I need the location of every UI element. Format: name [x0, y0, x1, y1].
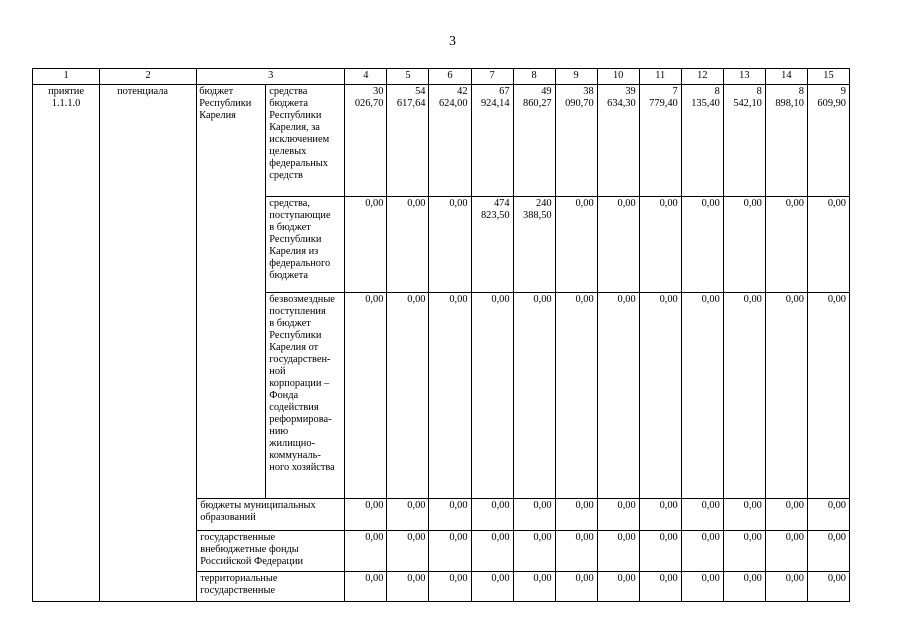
- value-cell: 8 542,10: [723, 85, 765, 197]
- value-cell: 0,00: [639, 572, 681, 602]
- value-cell: 0,00: [429, 197, 471, 293]
- value-cell: 38 090,70: [555, 85, 597, 197]
- header-cell: 9: [555, 69, 597, 85]
- value-cell: 0,00: [429, 499, 471, 531]
- value-cell: 8 135,40: [681, 85, 723, 197]
- value-cell: 0,00: [555, 293, 597, 499]
- funding-source-cell: государственные внебюджетные фонды Российской Федерации: [197, 531, 345, 572]
- value-cell: 0,00: [387, 572, 429, 602]
- value-cell: 0,00: [807, 197, 849, 293]
- value-cell: 9 609,90: [807, 85, 849, 197]
- header-cell: 13: [723, 69, 765, 85]
- header-cell: 2: [100, 69, 197, 85]
- value-cell: 0,00: [639, 499, 681, 531]
- value-cell: 0,00: [681, 293, 723, 499]
- header-cell: 6: [429, 69, 471, 85]
- page-number: 3: [449, 34, 456, 49]
- value-cell: 0,00: [639, 293, 681, 499]
- value-cell: 0,00: [387, 293, 429, 499]
- header-cell: 12: [681, 69, 723, 85]
- header-cell: 5: [387, 69, 429, 85]
- funding-source-cell: средства бюджета Республики Карелия, за исключением целевых федеральных средств: [266, 85, 345, 197]
- value-cell: 0,00: [681, 531, 723, 572]
- header-cell: 8: [513, 69, 555, 85]
- value-cell: 30 026,70: [345, 85, 387, 197]
- value-cell: 0,00: [345, 499, 387, 531]
- value-cell: 0,00: [387, 499, 429, 531]
- funding-source-cell: территориальные государственные: [197, 572, 345, 602]
- header-cell: 4: [345, 69, 387, 85]
- value-cell: 0,00: [597, 531, 639, 572]
- value-cell: 0,00: [597, 572, 639, 602]
- value-cell: 0,00: [387, 531, 429, 572]
- value-cell: 0,00: [429, 293, 471, 499]
- value-cell: 0,00: [681, 572, 723, 602]
- header-cell: 3: [197, 69, 345, 85]
- value-cell: 0,00: [345, 572, 387, 602]
- header-cell: 15: [807, 69, 849, 85]
- value-cell: 0,00: [471, 531, 513, 572]
- value-cell: 0,00: [387, 197, 429, 293]
- value-cell: 0,00: [555, 531, 597, 572]
- event-number-cell: приятие 1.1.1.0: [33, 85, 100, 602]
- value-cell: 42 624,00: [429, 85, 471, 197]
- header-cell: 11: [639, 69, 681, 85]
- value-cell: 0,00: [639, 531, 681, 572]
- value-cell: 0,00: [471, 293, 513, 499]
- value-cell: 0,00: [555, 572, 597, 602]
- header-row: [33, 69, 850, 85]
- value-cell: 0,00: [471, 572, 513, 602]
- funding-source-cell: средства, поступающие в бюджет Республики Карелия из федерального бюджета: [266, 197, 345, 293]
- value-cell: 0,00: [345, 293, 387, 499]
- value-cell: 0,00: [597, 197, 639, 293]
- value-cell: 54 617,64: [387, 85, 429, 197]
- value-cell: 0,00: [429, 572, 471, 602]
- budget-label-cell: бюджет Республики Карелия: [197, 85, 266, 499]
- value-cell: 0,00: [345, 197, 387, 293]
- value-cell: 0,00: [723, 197, 765, 293]
- header-cell: 1: [33, 69, 100, 85]
- funding-source-cell: бюджеты муниципальных образований: [197, 499, 345, 531]
- value-cell: 0,00: [681, 197, 723, 293]
- value-cell: 0,00: [765, 197, 807, 293]
- value-cell: 0,00: [765, 293, 807, 499]
- value-cell: 0,00: [513, 572, 555, 602]
- value-cell: 0,00: [429, 531, 471, 572]
- event-name-cell: потенциала: [100, 85, 197, 602]
- value-cell: 0,00: [681, 499, 723, 531]
- value-cell: 67 924,14: [471, 85, 513, 197]
- value-cell: 0,00: [639, 197, 681, 293]
- value-cell: 0,00: [807, 499, 849, 531]
- value-cell: 474 823,50: [471, 197, 513, 293]
- value-cell: 0,00: [765, 572, 807, 602]
- value-cell: 0,00: [765, 499, 807, 531]
- value-cell: 0,00: [723, 572, 765, 602]
- value-cell: 7 779,40: [639, 85, 681, 197]
- budget-table: [32, 68, 850, 602]
- value-cell: 8 898,10: [765, 85, 807, 197]
- value-cell: 0,00: [807, 293, 849, 499]
- value-cell: 0,00: [807, 572, 849, 602]
- value-cell: 0,00: [807, 531, 849, 572]
- header-cell: 10: [597, 69, 639, 85]
- value-cell: 0,00: [513, 531, 555, 572]
- table-row: [33, 85, 850, 197]
- value-cell: 0,00: [555, 499, 597, 531]
- value-cell: 0,00: [513, 499, 555, 531]
- value-cell: 0,00: [513, 293, 555, 499]
- funding-source-cell: безвозмездные поступления в бюджет Республики Карелия от государствен- ной корпорации – Фонда содействия реформирова- нию жилищно- коммуналь- ного хозяйства: [266, 293, 345, 499]
- value-cell: 0,00: [597, 293, 639, 499]
- value-cell: 0,00: [597, 499, 639, 531]
- header-cell: 7: [471, 69, 513, 85]
- value-cell: 0,00: [723, 499, 765, 531]
- value-cell: 0,00: [723, 293, 765, 499]
- value-cell: 0,00: [723, 531, 765, 572]
- value-cell: 0,00: [555, 197, 597, 293]
- value-cell: 39 634,30: [597, 85, 639, 197]
- value-cell: 0,00: [765, 531, 807, 572]
- value-cell: 49 860,27: [513, 85, 555, 197]
- header-cell: 14: [765, 69, 807, 85]
- value-cell: 240 388,50: [513, 197, 555, 293]
- value-cell: 0,00: [471, 499, 513, 531]
- value-cell: 0,00: [345, 531, 387, 572]
